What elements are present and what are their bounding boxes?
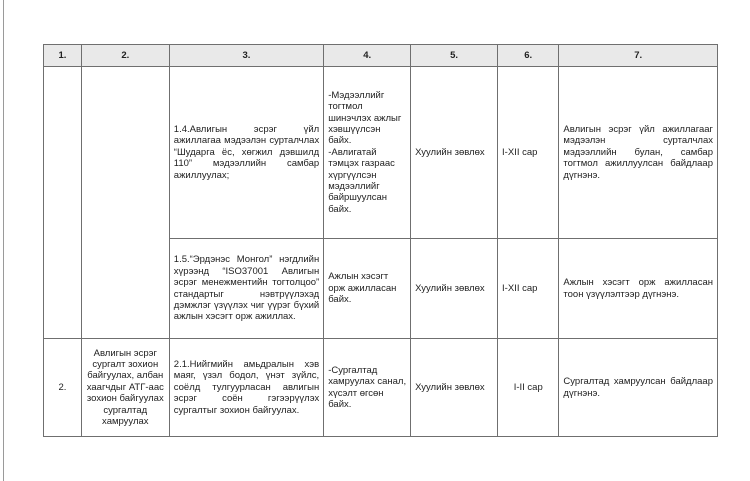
responsible-cell: Хуулийн зөвлөх <box>411 67 498 239</box>
header-col-1: 1. <box>44 45 82 67</box>
header-col-6: 6. <box>498 45 559 67</box>
action-plan-table <box>43 44 718 437</box>
header-col-5: 5. <box>411 45 498 67</box>
row-number-cell: 2. <box>44 339 82 437</box>
table-row <box>44 67 718 239</box>
responsible-cell: Хуулийн зөвлөх <box>411 339 498 437</box>
activity-cell: 2.1.Нийгмийн амьдралын хэв маяг, үзэл бодол, үнэт зүйлс, соёлд тулгуурласан авлигын эсрэг соён гэгээрүүлэх сургалтыг зохион байгуулах. <box>169 339 323 437</box>
evaluation-cell: Авлигын эсрэг үйл ажиллагааг мэдээлэн сурталчлах мэдээллийн булан, самбар тогтмол ажиллуулсан байдлаар дүгнэнэ. <box>559 67 718 239</box>
row-number-cell <box>44 67 82 339</box>
header-col-4: 4. <box>324 45 411 67</box>
output-cell: -Мэдээллийг тогтмол шинэчлэх ажлыг хэвшүүлсэн байх. -Авлигатай тэмцэх газраас хүргүүлсэн мэдээллийг байршуулсан байх. <box>324 67 411 239</box>
timeframe-cell: I-II сар <box>498 339 559 437</box>
table-row <box>44 339 718 437</box>
objective-cell <box>81 67 169 339</box>
timeframe-cell: I-XII сар <box>498 239 559 339</box>
header-col-2: 2. <box>81 45 169 67</box>
timeframe-cell: I-XII сар <box>498 67 559 239</box>
objective-cell: Авлигын эсрэг сургалт зохион байгуулах, албан хаагчдыг АТГ-аас зохион байгуулах сургалтад хамруулах <box>81 339 169 437</box>
output-cell: Ажлын хэсэгт орж ажилласан байх. <box>324 239 411 339</box>
header-col-7: 7. <box>559 45 718 67</box>
evaluation-cell: Сургалтад хамруулсан байдлаар дүгнэнэ. <box>559 339 718 437</box>
output-cell: -Сургалтад хамруулах санал, хүсэлт өгсөн байх. <box>324 339 411 437</box>
table-header-row <box>44 45 718 67</box>
activity-cell: 1.5.“Эрдэнэс Монгол” нэгдлийн хүрээнд “ISO37001 Авлигын эсрэг менежментийн тогтолцоо” стандартыг нэвтрүүлэхэд дэмжлэг үзүүлэх чиг үүрэг бүхий ажлын хэсэгт орж ажиллах. <box>169 239 323 339</box>
evaluation-cell: Ажлын хэсэгт орж ажилласан тоон үзүүлэлтээр дүгнэнэ. <box>559 239 718 339</box>
responsible-cell: Хуулийн зөвлөх <box>411 239 498 339</box>
activity-cell: 1.4.Авлигын эсрэг үйл ажиллагаа мэдээлэн сурталчлах “Шударга ёс, хөгжил дэвшилд 110” мэдээллийн самбар ажиллуулах; <box>169 67 323 239</box>
page-left-margin-line <box>3 0 4 481</box>
header-col-3: 3. <box>169 45 323 67</box>
